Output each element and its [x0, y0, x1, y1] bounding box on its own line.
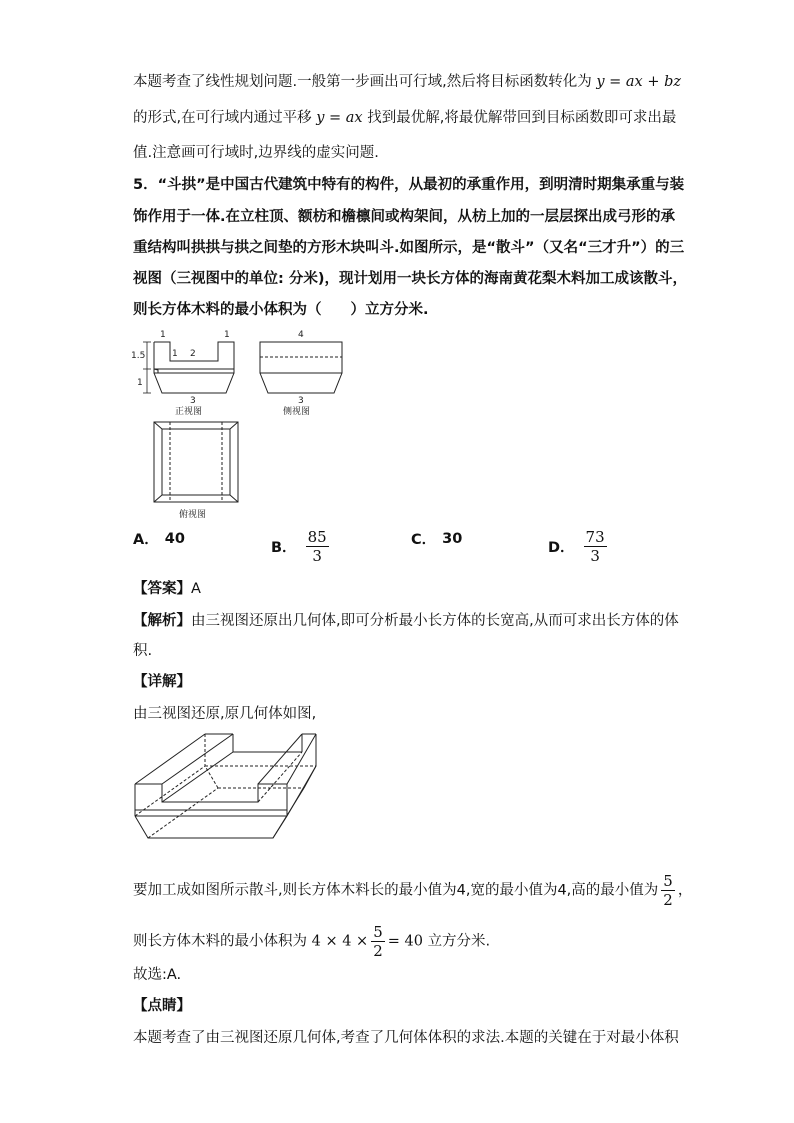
dim-inner-left: 1 [172, 349, 178, 359]
analysis-line-1 [133, 609, 679, 630]
dim-inner-bottom: 2 [190, 349, 196, 359]
option-a[interactable] [133, 528, 185, 549]
dim-front-bottom: 3 [190, 396, 196, 406]
numerator: 73 [585, 528, 605, 546]
dim-height-upper: 1.5 [131, 351, 146, 361]
formula: y = ax [316, 110, 363, 126]
option-fraction [584, 528, 607, 565]
dim-side-bottom: 3 [298, 396, 304, 406]
top-caption: 俯视图 [179, 510, 207, 520]
question-line-1: 5．“斗拱”是中国古代建筑中特有的构件，从最初的承重作用，到明清时期集承重与装 [133, 177, 685, 193]
intro-line-1 [133, 70, 681, 91]
dim-height-lower: 1 [137, 378, 143, 388]
option-fraction [306, 528, 329, 565]
option-value: 40 [164, 530, 185, 547]
height-fraction [661, 872, 675, 909]
three-view-figure [130, 325, 360, 525]
analysis-label: 【解析】 [133, 613, 191, 629]
dim-top-left: 1 [160, 330, 166, 340]
option-label: B． [271, 540, 297, 556]
analysis-text: 由三视图还原出几何体,即可分析最小长方体的长宽高,从而可求出长方体的体 [191, 613, 679, 629]
intro-text: 找到最优解,将最优解带回到目标函数即可求出最 [367, 110, 677, 126]
detail-line-3 [133, 923, 490, 960]
intro-text: 的形式,在可行域内通过平移 [133, 110, 312, 126]
denominator: 2 [663, 891, 673, 909]
question-line-2: 饰作用于一体.在立柱顶、额枋和檐檩间或构架间，从枋上加的一层层探出成弓形的承 [133, 209, 676, 225]
solid-figure [130, 728, 330, 846]
intro-line-2 [133, 106, 676, 127]
detail-line-4: 故选:A. [133, 967, 182, 983]
detail-line-2 [133, 872, 692, 909]
option-c[interactable] [411, 528, 462, 549]
answer-value: A [191, 581, 201, 597]
question-line-4: 视图（三视图中的单位: 分米)，现计划用一块长方体的海南黄花梨木料加工成该散斗， [133, 271, 687, 287]
dim-side-top: 4 [298, 330, 304, 340]
option-d[interactable] [548, 528, 610, 565]
denominator: 2 [373, 942, 383, 960]
volume-fraction [371, 923, 385, 960]
option-b[interactable] [271, 528, 332, 565]
option-label: C． [411, 532, 437, 548]
denominator: 3 [312, 547, 322, 565]
option-label: D． [548, 540, 575, 556]
numerator: 5 [373, 923, 383, 941]
numerator: 85 [307, 528, 327, 546]
option-label: A． [133, 532, 159, 548]
comment-label: 【点睛】 [133, 998, 191, 1014]
front-caption: 正视图 [175, 407, 203, 417]
detail-text: 要加工成如图所示散斗,则长方体木料长的最小值为4,宽的最小值为4,高的最小值为 [133, 882, 659, 899]
formula: y = ax + bz [596, 74, 681, 90]
numerator: 5 [663, 872, 673, 890]
intro-line-3: 值.注意画可行域时,边界线的虚实问题. [133, 145, 379, 161]
dim-top-right: 1 [224, 330, 230, 340]
analysis-line-2: 积. [133, 643, 153, 659]
detail-label: 【详解】 [133, 674, 191, 690]
denominator: 3 [590, 547, 600, 565]
side-caption: 侧视图 [283, 407, 311, 417]
answer-label: 【答案】 [133, 581, 191, 597]
top-view [154, 422, 238, 502]
question-line-5: 则长方体木料的最小体积为（ ）立方分米. [133, 302, 429, 318]
detail-text: 则长方体木料的最小体积为 [133, 933, 307, 950]
option-value: 30 [442, 530, 463, 547]
formula: 4 × 4 × [311, 933, 369, 950]
detail-text: 立方分米. [427, 933, 491, 950]
punctuation: ， [677, 882, 693, 899]
detail-line-1: 由三视图还原,原几何体如图, [133, 706, 317, 722]
intro-text: 本题考查了线性规划问题.一般第一步画出可行域,然后将目标函数转化为 [133, 74, 592, 90]
formula: = 40 [387, 933, 423, 950]
answer-line [133, 577, 201, 598]
comment-line-1: 本题考查了由三视图还原几何体,考查了几何体体积的求法.本题的关键在于对最小体积 [133, 1030, 679, 1046]
question-line-3: 重结构叫拱拱与拱之间垫的方形木块叫斗.如图所示，是“散斗”（又名“三才升”）的三 [133, 240, 685, 256]
